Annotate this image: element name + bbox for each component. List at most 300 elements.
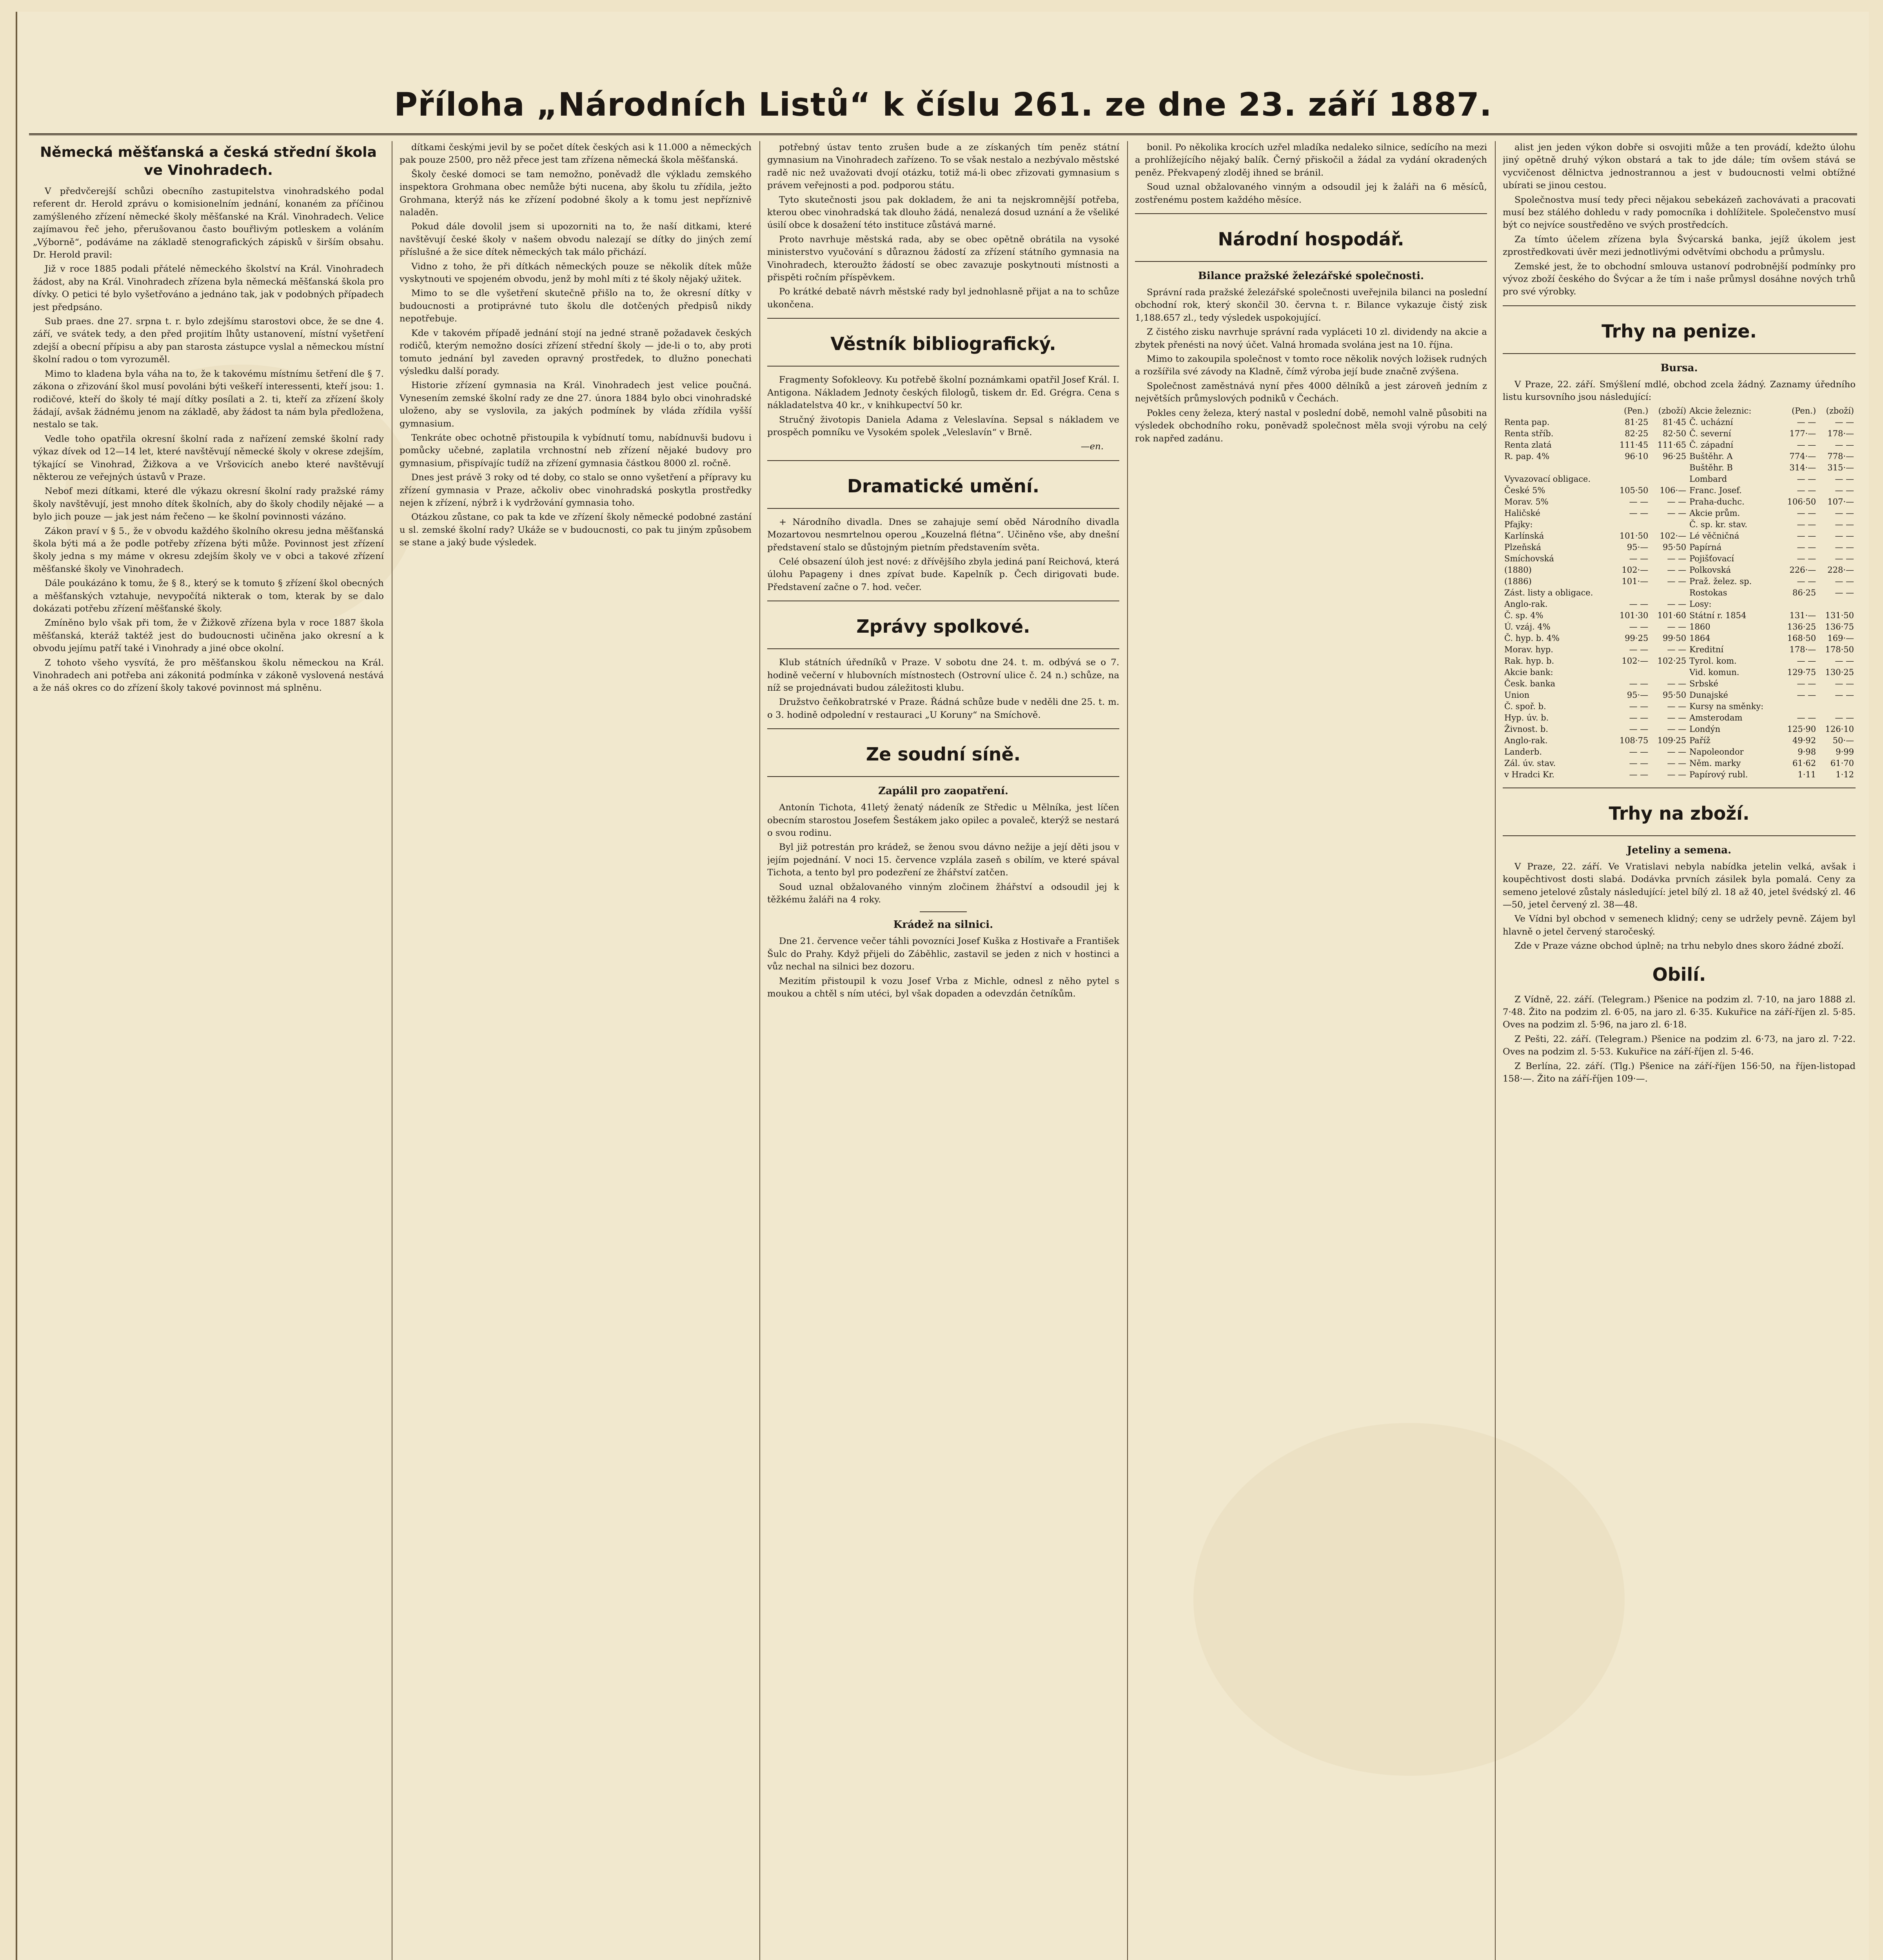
table-row xyxy=(1503,610,1856,621)
column-3 xyxy=(767,141,1119,1960)
article-paragraph: Společnost zaměstnává nyní přes 4000 dělníků a jest zároveň jedním z největších průmyslových podniků v Čechách. xyxy=(1135,381,1487,404)
table-cell: — — xyxy=(1667,497,1687,506)
table-cell: Renta pap. xyxy=(1504,417,1550,427)
table-cell: Smíchovská xyxy=(1504,554,1554,563)
article-paragraph: Celé obsazení úloh jest nové: z dřívějšího zbyla jediná paní Reichová, která úlohu Papageny i dnes zpívat bude. Kapelník p. Čech dirigovati bude. Představení začne o 7. hod. večer. xyxy=(767,556,1119,592)
table-cell: — — xyxy=(1797,690,1816,700)
table-cell: 314·— xyxy=(1789,463,1816,472)
table-cell: Lombard xyxy=(1689,474,1727,484)
table-row xyxy=(1503,690,1856,701)
table-header-cell: (Pen.) xyxy=(1791,406,1816,416)
table-cell: Č. sp. kr. stav. xyxy=(1689,519,1747,529)
table-row xyxy=(1503,587,1856,599)
table-cell: — — xyxy=(1835,474,1854,484)
table-cell: 131·50 xyxy=(1825,610,1854,620)
table-row xyxy=(1503,599,1856,610)
article-paragraph: Zákon praví v § 5., že v obvodu každého školního okresu jedna měšťanská škola býti má a že podle potřeby zřízena býti může. Povinnost jest zřízení školy jedna s my máme v okresu zdejším školy ve v obci a takové zřízení měšťanské školy ve Vinohradech. xyxy=(33,526,384,574)
table-cell xyxy=(1612,587,1650,599)
column-4 xyxy=(1135,141,1487,1960)
table-cell: — — xyxy=(1629,769,1649,779)
subheading: Jeteliny a semena. xyxy=(1627,844,1732,856)
table-cell: — — xyxy=(1667,724,1687,734)
table-cell: Hyp. úv. b. xyxy=(1504,713,1549,722)
table-row xyxy=(1503,644,1856,655)
table-cell: 126·10 xyxy=(1825,724,1854,734)
table-row xyxy=(1503,633,1856,644)
table-cell: — — xyxy=(1667,758,1687,768)
table-cell: Srbské xyxy=(1689,679,1718,688)
article-paragraph: Antonín Tichota, 41letý ženatý nádeník ze Středic u Mělníka, jest líčen obecním starostou Josefem Šestákem jako opilec a povaleč, kterýž se nestará o svou rodinu. xyxy=(767,802,1119,838)
column-2 xyxy=(399,141,752,1960)
table-cell: 86·25 xyxy=(1792,588,1816,597)
article-paragraph: Společnostva musí tedy přeci nějakou sebekázeň zachovávati a pracovati musí bez stálého dohledu v rady pomocníka i dohlížitele. Společenstvo musí být co nejvíce soustředěno ve svých prostředcích. xyxy=(1503,194,1856,230)
table-cell: — — xyxy=(1629,747,1649,757)
section-title: Obilí. xyxy=(1652,964,1706,985)
article-paragraph: Fragmenty Sofokleovy. Ku potřebě školní poznámkami opatřil Josef Král. I. Antigona. Nákladem Jednoty českých filologů, tiskem dr. Ed. Grégra. Cena s nákladatelstva 40 kr., v knihkupectví 50 kr. xyxy=(767,375,1119,411)
article-paragraph: Vedle toho opatřila okresní školní rada z nařízení zemské školní rady výkaz dívek od 12—14 let, které navštěvují německé školy v okrese zdejším, týkající se Vinohrad, Žižkova a ve Vršovicích anebo které navštěvují některou ze veřejných ústavů v Praze. xyxy=(33,434,384,482)
article-paragraph: Z Vídně, 22. září. (Telegram.) Pšenice na podzim zl. 7·10, na jaro 1888 zl. 7·48. Žito na podzim zl. 6·05, na jaro zl. 6·35. Kukuřice na září-říjen zl. 5·85. Oves na podzim zl. 5·96, na jaro zl. 6·18. xyxy=(1503,994,1856,1030)
table-cell: — — xyxy=(1667,747,1687,757)
table-cell: v Hradci Kr. xyxy=(1504,769,1555,779)
table-row xyxy=(1503,542,1856,553)
table-cell: — — xyxy=(1797,474,1816,484)
section-title: Národní hospodář. xyxy=(1218,229,1404,250)
article-paragraph: Historie zřízení gymnasia na Král. Vinohradech jest velice poučná. Vynesením zemské školní rady ze dne 27. února 1884 bylo obci vinohradské uloženo, aby se vyslovila, za jakých podmínek by vláda zřídila vyšší gymnasium. xyxy=(399,380,752,429)
table-cell: — — xyxy=(1667,701,1687,711)
table-cell: Ú. vzáj. 4% xyxy=(1504,622,1551,632)
table-row xyxy=(1503,530,1856,542)
section-bibliography xyxy=(767,318,1119,367)
table-cell: Zál. úv. stav. xyxy=(1504,758,1556,768)
table-cell: — — xyxy=(1629,758,1649,768)
section-court xyxy=(767,728,1119,777)
table-cell: 102·— xyxy=(1660,531,1687,541)
article-paragraph: Stručný životopis Daniela Adama z Veleslavína. Sepsal s nákladem ve prospěch pomníku ve Vysokém spolek „Veleslavín“ v Brně. xyxy=(767,414,1119,437)
column-separator xyxy=(1495,141,1496,1960)
table-cell xyxy=(1650,519,1688,530)
table-cell: Č. severní xyxy=(1689,428,1731,438)
table-cell: — — xyxy=(1667,622,1687,632)
table-cell: Praha-duchc. xyxy=(1689,497,1745,506)
table-cell: Rostokas xyxy=(1689,588,1727,597)
table-row xyxy=(1503,576,1856,587)
table-cell: Karlínská xyxy=(1504,531,1544,541)
table-cell: Akcie prům. xyxy=(1689,508,1740,518)
table-cell: 226·— xyxy=(1789,565,1816,575)
table-cell: — — xyxy=(1629,599,1649,609)
article-paragraph: Družstvo čeňkobratrské v Praze. Řádná schůze bude v neděli dne 25. t. m. o 3. hodině odpolední v restauraci „U Koruny“ na Smíchově. xyxy=(767,697,1119,720)
table-cell: — — xyxy=(1629,622,1649,632)
table-cell: Papírná xyxy=(1689,542,1722,552)
article-paragraph: Školy české domoci se tam nemožno, poněvadž dle výkladu zemského inspektora Grohmana obec nemůže býti nucena, aby školu tu zřídila, ježto Grohmana, kterýž nás ke zřízení podobné školy a k tomu jest nepříznivě naladěn. xyxy=(399,169,752,218)
table-cell: Paříž xyxy=(1689,735,1710,745)
column-1 xyxy=(33,141,384,1960)
table-cell: Morav. 5% xyxy=(1504,497,1549,506)
table-cell: 50·— xyxy=(1832,735,1854,745)
subheading: Bursa. xyxy=(1660,362,1698,374)
table-cell: 1860 xyxy=(1689,622,1710,632)
article-paragraph: Mimo to kladena byla váha na to, že k takovému místnímu šetření dle § 7. zákona o zřizování škol musí povoláni býti veškeří interessenti, kteří jsou: 1. rodičové, kteří do školy té mají dítky posílati a 2. ti, kteří za zřízení školy žádají, avšak žádnému jenom na základě, aby žádost ta nám byla předložena, nestalo se tak. xyxy=(33,368,384,430)
section-economy xyxy=(1135,213,1487,262)
article-paragraph: Za tímto účelem zřízena byla Švýcarská banka, jejíž úkolem jest zprostředkovati úvěr mezi jednotlivými odvětvími obchodu a průmyslu. xyxy=(1503,234,1856,258)
table-cell: — — xyxy=(1629,713,1649,722)
table-cell: 9·98 xyxy=(1798,747,1816,757)
article-paragraph: Mezitím přistoupil k vozu Josef Vrba z Michle, odnesl z něho pytel s moukou a chtěl s ním utéci, byl však dopaden a odevzdán četníkům. xyxy=(767,976,1119,999)
subheading: Bilance pražské železářské společnosti. xyxy=(1198,270,1424,282)
table-cell: 1·12 xyxy=(1836,769,1854,779)
table-cell: — — xyxy=(1667,565,1687,575)
table-cell: Plzeňská xyxy=(1504,542,1541,552)
table-cell: Napoleondor xyxy=(1689,747,1744,757)
table-cell: — — xyxy=(1797,713,1816,722)
table-row xyxy=(1503,485,1856,496)
table-cell: — — xyxy=(1629,644,1649,654)
table-cell: — — xyxy=(1667,644,1687,654)
table-cell: 228·— xyxy=(1827,565,1854,575)
article-paragraph: Proto navrhuje městská rada, aby se obec opětně obrátila na vysoké ministerstvo vyučování s důraznou žádostí za zřízení státního gymnasia na Vinohradech, kteroužto žádostí se obec zavazuje poskytnouti místnosti a přispěti ročním příspěvkem. xyxy=(767,234,1119,283)
article-paragraph: V Praze, 22. září. Ve Vratislavi nebyla nabídka jetelin velká, avšak i koupěchtivost dosti slabá. Dodávka prvních zásilek byla pomalá. Ceny za semeno jetelové zůstaly následující: jetel bílý zl. 18 až 40, jetel švédský zl. 46—50, jetel červený zl. 38—48. xyxy=(1503,861,1856,910)
table-cell: Vid. komun. xyxy=(1689,667,1740,677)
table-cell: — — xyxy=(1835,690,1854,700)
article-paragraph: Sub praes. dne 27. srpna t. r. bylo zdejšímu starostovi obce, že se dne 4. září, ve svátek tedy, a den před projitím lhůty ustanovení, místní vyšetření zdejší a obecní přípisu a aby pan starosta zástupce vyslal a německou místní školní radou o tom vyrozuměl. xyxy=(33,316,384,365)
column-separator xyxy=(1127,141,1128,1960)
table-cell: Londýn xyxy=(1689,724,1721,734)
table-row xyxy=(1503,678,1856,690)
table-cell: Vyvazovací obligace. xyxy=(1504,474,1591,484)
table-row xyxy=(1503,564,1856,576)
table-cell: Kreditní xyxy=(1689,644,1724,654)
table-cell: — — xyxy=(1835,519,1854,529)
table-cell: — — xyxy=(1797,656,1816,666)
table-cell: 130·25 xyxy=(1825,667,1854,677)
table-row xyxy=(1503,746,1856,758)
table-cell xyxy=(1503,462,1612,474)
table-cell xyxy=(1612,474,1650,485)
table-cell: — — xyxy=(1667,769,1687,779)
article-paragraph: Z Pešti, 22. září. (Telegram.) Pšenice na podzim zl. 6·73, na jaro zl. 7·22. Oves na podzim zl. 5·53. Kukuřice na září-říjen zl. 5·46. xyxy=(1503,1034,1856,1057)
article-paragraph: Kde v takovém případě jednání stojí na jedné straně požadavek českých rodičů, kterým nemožno dosíci zřízení střední školy — jde-li o to, aby proti tomuto jednání byl zaveden opravný prostředek, to dlužno ponechati výsledku další porady. xyxy=(399,328,752,376)
table-cell: — — xyxy=(1835,588,1854,597)
article-paragraph: Z čistého zisku navrhuje správní rada vypláceti 10 zl. dividendy na akcie a zbytek přenésti na nový účet. Valná hromada svolána jest na 10. října. xyxy=(1135,327,1487,350)
table-cell: Dunajské xyxy=(1689,690,1728,700)
article-paragraph: Nebof mezi dítkami, které dle výkazu okresní školní rady pražské rámy školy navštěvují, jest mnoho dítek školních, aby do školy chodily nějaké — a bylo jich pouze — jak jest nám řečeno — ke školní povinnosti vázáno. xyxy=(33,486,384,522)
table-cell: — — xyxy=(1797,519,1816,529)
table-cell: 102·— xyxy=(1622,565,1649,575)
table-cell: 778·— xyxy=(1827,451,1854,461)
article-paragraph: Zde v Praze vázne obchod úplně; na trhu nebylo dnes skoro žádné zboží. xyxy=(1514,941,1844,951)
table-cell: — — xyxy=(1667,576,1687,586)
table-cell xyxy=(1818,701,1856,712)
table-cell: Česk. banka xyxy=(1504,679,1556,688)
table-cell: R. pap. 4% xyxy=(1504,451,1550,461)
table-cell: Státní r. 1854 xyxy=(1689,610,1747,620)
table-cell: Tyrol. kom. xyxy=(1689,656,1737,666)
table-cell: 81·25 xyxy=(1625,417,1649,427)
table-cell: 105·50 xyxy=(1619,485,1649,495)
table-row xyxy=(1503,451,1856,462)
divider xyxy=(920,911,967,912)
table-cell: 61·62 xyxy=(1792,758,1816,768)
masthead-rule xyxy=(29,133,1857,135)
table-cell: 108·75 xyxy=(1619,735,1649,745)
article-paragraph: Zmíněno bylo však při tom, že v Žižkově zřízena byla v roce 1887 škola měšťanská, kteráž taktéž jest do budoucnosti učiněna jako okresní a k obvodu jejímu patří také i Vinohrady a jiné obce okolní. xyxy=(33,618,384,654)
table-row xyxy=(1503,758,1856,769)
table-row xyxy=(1503,701,1856,712)
table-cell: 101·60 xyxy=(1657,610,1687,620)
table-cell xyxy=(1650,667,1688,678)
table-cell: 774·— xyxy=(1789,451,1816,461)
subheading: Krádež na silnici. xyxy=(893,919,993,931)
table-cell: — — xyxy=(1629,497,1649,506)
table-cell: Něm. marky xyxy=(1689,758,1741,768)
table-cell: 99·50 xyxy=(1663,633,1687,643)
table-cell: — — xyxy=(1667,713,1687,722)
table-cell: 111·65 xyxy=(1657,440,1687,450)
table-row xyxy=(1503,769,1856,780)
table-cell: 111·45 xyxy=(1619,440,1649,450)
table-cell: — — xyxy=(1629,701,1649,711)
table-cell: Pojišťovací xyxy=(1689,554,1734,563)
table-cell: Haličské xyxy=(1504,508,1540,518)
article-paragraph: Tyto skutečnosti jsou pak dokladem, že ani ta nejskromnější potřeba, kterou obec vinohradská tak dlouho žádá, nenalezá dosud uznání a že všeliké úsilí obce k dosažení této instituce zůstává marné. xyxy=(767,194,1119,230)
table-cell: Praž. želez. sp. xyxy=(1689,576,1752,586)
table-cell: 102·25 xyxy=(1657,656,1687,666)
table-cell: Franc. Josef. xyxy=(1689,485,1742,495)
article-paragraph: Ve Vídni byl obchod v semenech klidný; ceny se udržely pevně. Zájem byl hlavně o jetel červený staročeský. xyxy=(1503,914,1856,937)
section-title: Trhy na zboží. xyxy=(1609,802,1750,824)
article-paragraph: Po krátké debatě návrh městské rady byl jednohlasně přijat a na to schůze ukončena. xyxy=(767,287,1119,310)
table-cell: 81·45 xyxy=(1663,417,1687,427)
table-cell: — — xyxy=(1629,679,1649,688)
table-cell: — — xyxy=(1797,417,1816,427)
table-row xyxy=(1503,667,1856,678)
table-cell: — — xyxy=(1835,531,1854,541)
newspaper-page xyxy=(16,12,1869,1960)
article-paragraph: Soud uznal obžalovaného vinným a odsoudil jej k žaláři na 6 měsíců, zostřenému postem každého měsíce. xyxy=(1135,182,1487,205)
table-cell: — — xyxy=(1797,440,1816,450)
table-cell: 95·50 xyxy=(1663,690,1687,700)
table-cell: — — xyxy=(1835,713,1854,722)
table-cell: Č. západní xyxy=(1689,440,1734,450)
table-cell xyxy=(1612,667,1650,678)
table-cell: Buštěhr. B xyxy=(1689,463,1733,472)
table-cell xyxy=(1650,462,1688,474)
table-cell: 49·92 xyxy=(1792,735,1816,745)
table-cell: Akcie bank: xyxy=(1504,667,1553,677)
table-cell: 95·— xyxy=(1627,690,1649,700)
table-row xyxy=(1503,519,1856,530)
table-cell: 1·11 xyxy=(1798,769,1816,779)
table-cell: — — xyxy=(1797,531,1816,541)
table-cell: — — xyxy=(1797,485,1816,495)
section-title: Věstník bibliografický. xyxy=(830,333,1056,355)
section-goods-market xyxy=(1503,788,1856,836)
table-cell: 95·— xyxy=(1627,542,1649,552)
article-paragraph: Soud uznal obžalovaného vinným zločinem žhářství a odsoudil jej k těžkému žaláři na 4 roky. xyxy=(767,882,1119,905)
table-cell: 129·75 xyxy=(1787,667,1816,677)
table-cell: Union xyxy=(1504,690,1530,700)
table-cell: — — xyxy=(1667,554,1687,563)
article-paragraph: Pokles ceny železa, který nastal v poslední době, nemohl valně působiti na výsledek obchodního roku, poněvadž společnost měla svoji výrobu na celý rok napřed zadánu. xyxy=(1135,408,1487,444)
table-cell xyxy=(1650,587,1688,599)
table-row xyxy=(1503,735,1856,746)
table-cell: — — xyxy=(1797,554,1816,563)
article-paragraph: Otázkou zůstane, co pak ta kde ve zřízení školy německé podobné zastání u sl. zemské školní rady? Ukáže se v budoucnosti, co pak tu jiným způsobem se stane a jaký bude výsledek. xyxy=(399,512,752,548)
table-cell: Č. spoř. b. xyxy=(1504,701,1546,711)
table-cell: 9·99 xyxy=(1836,747,1854,757)
table-row xyxy=(1503,508,1856,519)
table-cell: — — xyxy=(1835,679,1854,688)
table-cell: Č. sp. 4% xyxy=(1504,610,1543,620)
article-paragraph: Dnes jest právě 3 roky od té doby, co stalo se onno vyšetření a přípravy ku zřízení gymnasia v Praze, ačkoliv obec vinohradská poskytla prostředky nejen k zřízení, nýbrž i k vydržování gymnasia toho. xyxy=(399,472,752,508)
table-cell: Živnost. b. xyxy=(1504,724,1549,734)
table-header-cell: Akcie železnic: xyxy=(1689,406,1752,416)
table-cell xyxy=(1779,599,1818,610)
article-paragraph: Z Berlína, 22. září. (Tlg.) Pšenice na září-říjen 156·50, na říjen-listopad 158·—. Žito na září-říjen 109·—. xyxy=(1503,1061,1856,1084)
article-paragraph: Již v roce 1885 podali přátelé německého školství na Král. Vinohradech žádost, aby na Král. Vinohradech zřízena byla německá měšťanská škola pro dívky. O petici té bylo vyšetřováno a jednáno tak, jak v podobných případech jest předpsáno. xyxy=(33,264,384,312)
table-cell: Landerb. xyxy=(1504,747,1542,757)
table-cell: — — xyxy=(1835,656,1854,666)
table-cell: Morav. hyp. xyxy=(1504,644,1553,654)
article-paragraph: Vidno z toho, že při dítkách německých pouze se několik dítek může vyskytnouti ve spojeném obvodu, jenž by mohl míti z té školy nějaký užitek. xyxy=(399,261,752,285)
table-cell: Č. hyp. b. 4% xyxy=(1504,633,1560,643)
signature: —en. xyxy=(1080,441,1104,452)
table-cell: 136·75 xyxy=(1825,622,1854,632)
subheading: Zapálil pro zaopatření. xyxy=(878,785,1008,797)
section-title: Dramatické umění. xyxy=(847,475,1040,497)
exchange-rates-table xyxy=(1503,405,1856,780)
section-title: Ze soudní síně. xyxy=(866,744,1021,765)
table-cell: Polkovská xyxy=(1689,565,1731,575)
table-header-row xyxy=(1503,405,1856,417)
table-cell: — — xyxy=(1667,599,1687,609)
table-cell: Papírový rubl. xyxy=(1689,769,1748,779)
table-cell: (1880) xyxy=(1504,565,1532,575)
table-cell: České 5% xyxy=(1504,485,1545,495)
table-cell: — — xyxy=(1835,576,1854,586)
section-drama xyxy=(767,460,1119,509)
section-clubs xyxy=(767,601,1119,649)
table-cell: — — xyxy=(1835,440,1854,450)
table-cell xyxy=(1612,462,1650,474)
table-cell: 82·50 xyxy=(1663,428,1687,438)
table-cell: 61·70 xyxy=(1830,758,1854,768)
table-cell: — — xyxy=(1835,485,1854,495)
table-cell: 95·50 xyxy=(1663,542,1687,552)
table-row xyxy=(1503,462,1856,474)
article-paragraph: bonil. Po několika krocích uzřel mladíka nedaleko silnice, sedícího na mezi a prohlížejícího nějaký balík. Černý přiskočil a žádal za vydání okradených peněz. Překvapený zloděj ihned se bránil. xyxy=(1135,142,1487,178)
table-cell: — — xyxy=(1835,508,1854,518)
table-cell: 106·— xyxy=(1660,485,1687,495)
table-cell: 177·— xyxy=(1789,428,1816,438)
table-cell: — — xyxy=(1835,417,1854,427)
table-cell: Losy: xyxy=(1689,599,1712,609)
table-cell xyxy=(1612,519,1650,530)
table-cell: 178·— xyxy=(1827,428,1854,438)
table-cell: Renta stříb. xyxy=(1504,428,1554,438)
table-cell: — — xyxy=(1797,508,1816,518)
article-paragraph: Z tohoto všeho vysvítá, že pro měšťanskou školu německou na Král. Vinohradech ani potřeba ani zákonitá podmínka v zákoně vyslovená nestává a že náš okres co do zřízení školy takové povinnost má splněnu. xyxy=(33,657,384,693)
table-header-cell: (Pen.) xyxy=(1624,406,1649,416)
table-cell: 109·25 xyxy=(1657,735,1687,745)
table-cell: — — xyxy=(1629,508,1649,518)
table-cell: 131·— xyxy=(1789,610,1816,620)
table-cell: 101·— xyxy=(1622,576,1649,586)
table-row xyxy=(1503,496,1856,508)
table-row xyxy=(1503,553,1856,564)
article-paragraph: Mimo to zakoupila společnost v tomto roce několik nových ložisek rudných a rozšířila své závody na Kladně, čímž výroba její bude značně zvýšena. xyxy=(1135,354,1487,377)
article-paragraph: potřebný ústav tento zrušen bude a ze získaných tím peněz státní gymnasium na Vinohradech zařízeno. To se však nestalo a nezbývalo městské radě nic než uvažovati dvojí otázku, totiž má-li obec zřizovati gymnasium s právem veřejnosti a pod. podporou státu. xyxy=(767,142,1119,191)
article-paragraph: Zemské jest, že to obchodní smlouva ustanoví podrobnější podmínky pro vývoz zboží českého do Švýcar a že tím i naše průmysl dosáhne nových trhů pro své výrobky. xyxy=(1503,261,1856,297)
article-paragraph: Dále poukázáno k tomu, že § 8., který se k tomuto § zřízení škol obecných a měšťanských vztahuje, nevypočítá nikterak o tom, kterak by se dalo dokázati potřebu zřízení měšťanské školy. xyxy=(33,578,384,614)
table-cell: 82·25 xyxy=(1625,428,1649,438)
table-cell: 125·90 xyxy=(1787,724,1816,734)
table-header-cell: (zboží) xyxy=(1658,406,1687,416)
table-cell: 178·— xyxy=(1789,644,1816,654)
article-paragraph: dítkami českými jevil by se počet dítek českých asi k 11.000 a německých pak pouze 2500, pro něž přece jest tam zřízena německá škola měšťanská. xyxy=(399,142,752,165)
article-paragraph: Dne 21. července večer táhli povozníci Josef Kuška z Hostivaře a František Šulc do Prahy. Když přijeli do Záběhlic, zastavil se jeden z nich v hostinci a vůz nechal na silnici bez dozoru. xyxy=(767,936,1119,972)
table-cell: 1864 xyxy=(1689,633,1710,643)
table-cell: 168·50 xyxy=(1787,633,1816,643)
table-cell xyxy=(1650,474,1688,485)
table-cell: — — xyxy=(1797,576,1816,586)
table-cell: 136·25 xyxy=(1787,622,1816,632)
table-cell: — — xyxy=(1667,679,1687,688)
table-cell: 101·50 xyxy=(1619,531,1649,541)
table-header-cell: (zboží) xyxy=(1826,406,1854,416)
table-cell: Amsterodam xyxy=(1689,713,1743,722)
article-paragraph: Tenkráte obec ochotně přistoupila k vybídnutí tomu, nabídnuvši budovu i pomůcky učebné, zaplatila vrchnostní neb zřízení nějaké budovy pro gymnasium, přispívajíc tudíž na zřízení gymnasia částkou 8000 zl. ročně. xyxy=(399,432,752,468)
table-row xyxy=(1503,724,1856,735)
article-paragraph: V Praze, 22. září. Smýšlení mdlé, obchod zcela žádný. Zaznamy úředního listu kursovního jsou následující: xyxy=(1503,379,1856,403)
section-money-market xyxy=(1503,305,1856,354)
table-cell: Buštěhr. A xyxy=(1689,451,1733,461)
column-separator xyxy=(759,141,760,1960)
masthead: Příloha „Národních Listů“ k číslu 261. ze dne 23. září 1887. xyxy=(394,86,1492,123)
table-row xyxy=(1503,428,1856,439)
table-row xyxy=(1503,621,1856,633)
table-cell: Zást. listy a obligace. xyxy=(1504,588,1593,597)
article-paragraph: Mimo to se dle vyšetření skutečně přišlo na to, že okresní dítky v budoucnosti a protiprávné tuto školu dle dotčených předpisů nikdy nepotřebuje. xyxy=(399,288,752,324)
table-cell: — — xyxy=(1629,554,1649,563)
table-cell: Pfajky: xyxy=(1504,519,1533,529)
article-paragraph: Klub státních úředníků v Praze. V sobotu dne 24. t. m. odbývá se o 7. hodině večerní v hlubovních místnostech (Ostrovní ulice č. 24 n.) schůze, na níž se projednávati budou záležitosti klubu. xyxy=(767,657,1119,693)
table-cell: — — xyxy=(1835,554,1854,563)
table-cell: Anglo-rak. xyxy=(1504,599,1548,609)
table-cell: — — xyxy=(1629,724,1649,734)
table-cell: 106·50 xyxy=(1787,497,1816,506)
section-title: Zprávy spolkové. xyxy=(856,616,1030,637)
table-cell: 315·— xyxy=(1827,463,1854,472)
table-cell: Č. ucházní xyxy=(1689,417,1733,427)
table-cell: Kursy na směnky: xyxy=(1689,701,1764,711)
table-cell: 101·30 xyxy=(1619,610,1649,620)
table-cell: Renta zlatá xyxy=(1504,440,1552,450)
table-cell: Rak. hyp. b. xyxy=(1504,656,1554,666)
table-row xyxy=(1503,417,1856,428)
table-cell xyxy=(1818,599,1856,610)
table-cell: 107·— xyxy=(1827,497,1854,506)
table-cell: Lé věčničná xyxy=(1689,531,1740,541)
table-cell: — — xyxy=(1667,508,1687,518)
exchange-rates-body xyxy=(1503,417,1856,780)
article-paragraph: Správní rada pražské železářské společnosti uveřejnila bilanci na poslední obchodní rok, který skončil 30. června t. r. Bilance vykazuje čistý zisk 1,188.657 zl., tedy výsledek uspokojující. xyxy=(1135,287,1487,323)
article-paragraph: alist jen jeden výkon dobře si osvojiti může a ten provádí, kdežto úlohu jiný opětně druhý výkon obstará a tak to jde dále; tím ovšem stává se vycvičenost dělnictva jednostrannou a jest v budoucnosti velmi obtížné ubírati se jinou cestou. xyxy=(1503,142,1856,191)
table-cell: — — xyxy=(1797,679,1816,688)
article-paragraph: V předvčerejší schůzi obecního zastupitelstva vinohradského podal referent dr. Herold zprávu o komisionelním jednání, konaném za příčinou zamýšleného zřízení německé školy měšťanské na Král. Vinohradech. Velice zajímavou řeč jeho, přerušovanou často bouřlivým potleskem a voláním „Výborně“, podáváme na základě stenografických zápisků v širším obsahu. Dr. Herold pravil: xyxy=(33,186,384,260)
table-cell: 99·25 xyxy=(1625,633,1649,643)
article-paragraph: Byl již potrestán pro krádež, se ženou svou dávno nežije a její děti jsou v jejím pojednání. V noci 15. července vzplála zaseň s obilím, ve které spával Tichota, a tento byl pro podezření ze žhářství zatčen. xyxy=(767,842,1119,878)
